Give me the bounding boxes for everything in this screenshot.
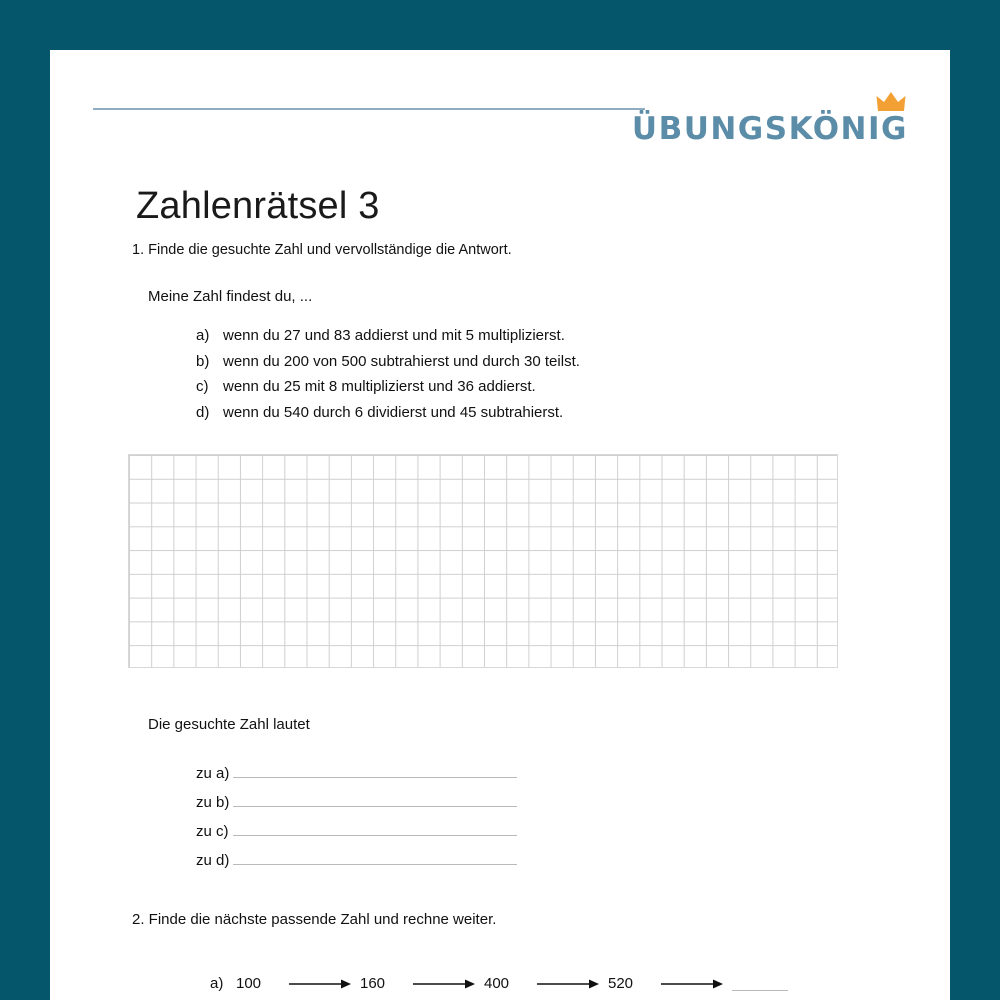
arrow-right-icon: [654, 978, 732, 990]
answer-row: [196, 791, 596, 811]
list-item-marker: a): [196, 327, 210, 344]
sequence-marker: a): [210, 975, 224, 992]
list-item-text: wenn du 27 und 83 addierst und mit 5 multiplizierst.: [223, 327, 565, 344]
sequence-number-3: 400: [484, 975, 510, 992]
sequence-answer-input[interactable]: [732, 976, 788, 991]
arrow-right-icon: [406, 978, 484, 990]
page-header: [93, 95, 908, 145]
list-item-text: wenn du 200 von 500 subtrahierst und durch 30 teilst.: [223, 352, 580, 370]
sequence-number-4: 520: [608, 975, 634, 992]
sequence-number-1: 100: [236, 975, 262, 992]
task-1-lead-text: Meine Zahl findest du, ...: [148, 288, 313, 305]
sequence-number-2: 160: [360, 975, 386, 992]
answer-label: zu d): [196, 852, 230, 869]
arrow-right-icon: [530, 978, 608, 990]
answer-label: zu b): [196, 794, 230, 811]
list-item-marker: d): [196, 403, 210, 421]
list-item-marker: b): [196, 352, 210, 370]
worksheet-page: [50, 50, 950, 1000]
answer-line-list: [196, 762, 596, 878]
arrow-right-icon: [282, 978, 360, 990]
task-2-heading: 2. Finde die nächste passende Zahl und rechne weiter.: [132, 911, 497, 928]
header-rule: [93, 108, 645, 110]
answer-input-d[interactable]: [233, 849, 517, 865]
answer-row: [196, 849, 596, 869]
list-item-text: wenn du 25 mit 8 multiplizierst und 36 addierst.: [223, 378, 536, 395]
grid-paper-workspace[interactable]: [128, 454, 838, 668]
answer-row: [196, 762, 596, 782]
list-item-marker: c): [196, 378, 209, 395]
answer-section-heading: Die gesuchte Zahl lautet: [148, 716, 310, 733]
answer-input-a[interactable]: [233, 762, 517, 778]
answer-label: zu a): [196, 765, 230, 782]
brand-logo: [632, 95, 908, 145]
list-item: [196, 378, 796, 395]
brand-logo-text: ÜBUNGSKÖNIG: [631, 111, 908, 147]
crown-icon: [876, 91, 906, 113]
answer-input-b[interactable]: [233, 791, 517, 807]
page-title: Zahlenrätsel 3: [136, 185, 380, 228]
sequence-row-a: [210, 975, 788, 992]
task-1-heading: 1. Finde die gesuchte Zahl und vervollständige die Antwort.: [132, 242, 512, 258]
task-1-item-list: [196, 327, 796, 429]
answer-label: zu c): [196, 823, 229, 840]
list-item: [196, 327, 796, 344]
list-item-text: wenn du 540 durch 6 dividierst und 45 subtrahierst.: [223, 403, 564, 421]
answer-row: [196, 820, 596, 840]
list-item: [196, 353, 796, 370]
list-item: [196, 404, 796, 421]
answer-input-c[interactable]: [233, 820, 517, 836]
